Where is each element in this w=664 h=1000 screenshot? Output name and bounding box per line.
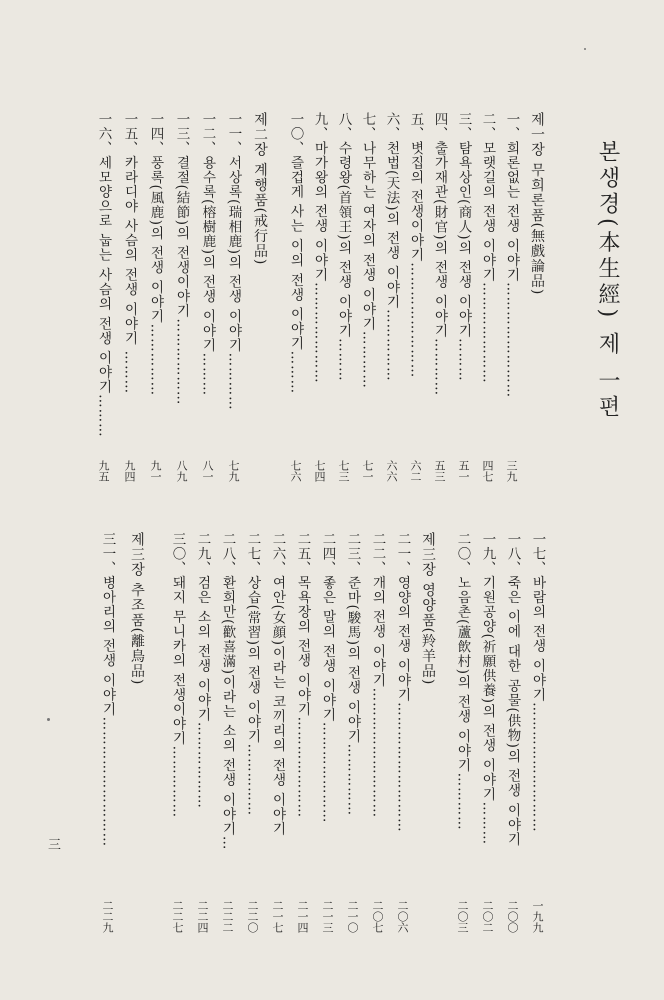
- toc-entry[interactable]: 一五、카라디야 사슴의 전생 이야기 ………: [121, 112, 138, 395]
- page-number: 二〇三: [456, 900, 469, 933]
- toc-entry[interactable]: 八、수령왕(首領王)의 전생 이야기………: [335, 112, 352, 382]
- page-number: 八九: [175, 460, 188, 482]
- page-number: 二二九: [101, 900, 114, 933]
- toc-entry[interactable]: 一〇、즐겁게 사는 이의 전생 이야기………: [287, 112, 304, 395]
- page-number: 五一: [457, 460, 470, 482]
- page-number: 二〇六: [396, 900, 409, 933]
- toc-entry[interactable]: 一三、결절(結節)의 전생이야기………………: [173, 112, 190, 406]
- toc-entry[interactable]: 九、마가왕의 전생 이야기…………………: [311, 112, 328, 384]
- toc-entry[interactable]: 二八、환희만(歡喜滿)이라는 소의 전생 이야기…: [219, 532, 236, 851]
- toc-entry[interactable]: 一八、죽은 이에 대한 공물(供物)의 전생 이야기: [504, 532, 521, 847]
- toc-entry[interactable]: 一七、바람의 전생 이야기………………………: [529, 532, 546, 833]
- toc-entry[interactable]: 三、탐욕상인(商人)의 전생 이야기………: [455, 112, 472, 382]
- toc-entry[interactable]: 二五、목욕장의 전생 이야기…………………: [294, 532, 311, 819]
- page-number: 八一: [201, 460, 214, 482]
- toc-entry[interactable]: 二三、준마(駿馬)의 전생 이야기……………: [344, 532, 361, 817]
- toc-entry[interactable]: 一四、풍록(風鹿)의 전생 이야기……………: [147, 112, 164, 397]
- toc-entry[interactable]: 一九、기원공양(祈願供養)의 전생 이야기………: [479, 532, 496, 846]
- page-number: 四七: [481, 460, 494, 482]
- chapter-heading: 제二장 계행품(戒行品): [252, 112, 268, 266]
- toc-entry[interactable]: 一二、용수록(榕樹鹿)의 전생 이야기………: [199, 112, 216, 397]
- toc-entry[interactable]: 三一、병아리의 전생 이야기………………………: [99, 532, 116, 848]
- page-number: 二〇〇: [506, 900, 519, 933]
- page-number: 二二七: [171, 900, 184, 933]
- toc-entry[interactable]: 三〇、돼지 무니카의 전생이야기……………: [169, 532, 186, 819]
- page-number: 七一: [361, 460, 374, 482]
- toc-entry[interactable]: 七、나무하는 여자의 전생 이야기…………: [359, 112, 376, 389]
- scan-speck: [47, 718, 50, 721]
- page-number: 九五: [97, 460, 110, 482]
- page-number: 三九: [505, 460, 518, 482]
- toc-entry[interactable]: 二、모랫길의 전생 이야기…………………: [479, 112, 496, 384]
- chapter-heading: 제三장 영양품(羚羊品): [420, 532, 436, 686]
- toc-entry[interactable]: 二四、좋은 말의 전생 이야기…………………: [319, 532, 336, 824]
- page-number: 九四: [123, 460, 136, 482]
- toc-entry[interactable]: 一一、서상록(瑞相鹿)의 전생 이야기…………: [225, 112, 242, 411]
- scan-speck: [584, 48, 586, 50]
- toc-entry[interactable]: 二一、영양의 전생 이야기………………………: [394, 532, 411, 833]
- page-number: 六二: [409, 460, 422, 482]
- toc-entry[interactable]: 二二、개의 전생 이야기………………………: [369, 532, 386, 819]
- page-number: 二一〇: [346, 900, 359, 933]
- page-number: 一九九: [531, 900, 544, 933]
- page-number: 二一三: [321, 900, 334, 933]
- page-number: 六六: [385, 460, 398, 482]
- page-number: 二〇七: [371, 900, 384, 933]
- folio-number: 三: [48, 838, 62, 853]
- page-number: 七三: [337, 460, 350, 482]
- page-number: 五三: [433, 460, 446, 482]
- page-number: 二一四: [296, 900, 309, 933]
- toc-entry[interactable]: 六、천법(天法)의 전생 이야기……………: [383, 112, 400, 382]
- toc-entry[interactable]: 五、볏집의 전생이야기……………………: [407, 112, 424, 379]
- toc-entry[interactable]: 二九、검은 소의 전생 이야기………………: [194, 532, 211, 809]
- page-title: 본생경(本生經) 제 一편: [595, 140, 620, 422]
- page-number: 二二四: [196, 900, 209, 933]
- page-number: 七六: [289, 460, 302, 482]
- page-number: 七四: [313, 460, 326, 482]
- page-number: 九一: [149, 460, 162, 482]
- page-number: 二〇二: [481, 900, 494, 933]
- toc-entry[interactable]: 一、희론없는 전생 이야기……………………: [503, 112, 520, 399]
- page-number: 二二〇: [246, 900, 259, 933]
- toc-entry[interactable]: 二七、상습(常習)의 전생 이야기……………: [244, 532, 261, 817]
- chapter-heading: 제三장 추조품(離鳥品): [129, 532, 145, 686]
- page-number: 七九: [227, 460, 240, 482]
- toc-entry[interactable]: 二六、여안(女顔)이라는 코끼리의 전생 이야기: [269, 532, 286, 836]
- chapter-heading: 제一장 무희론품(無戲論品): [529, 112, 545, 296]
- toc-entry[interactable]: 一六、세모양으로 눕는 사슴의 전생 이야기………: [95, 112, 112, 438]
- toc-entry[interactable]: 二〇、노음촌(蘆飲村)의 전생 이야기…………: [454, 532, 471, 831]
- page-number: 二一七: [271, 900, 284, 933]
- page-number: 二二二: [221, 900, 234, 933]
- toc-entry[interactable]: 四、출가재관(財官)의 전생 이야기…………: [431, 112, 448, 397]
